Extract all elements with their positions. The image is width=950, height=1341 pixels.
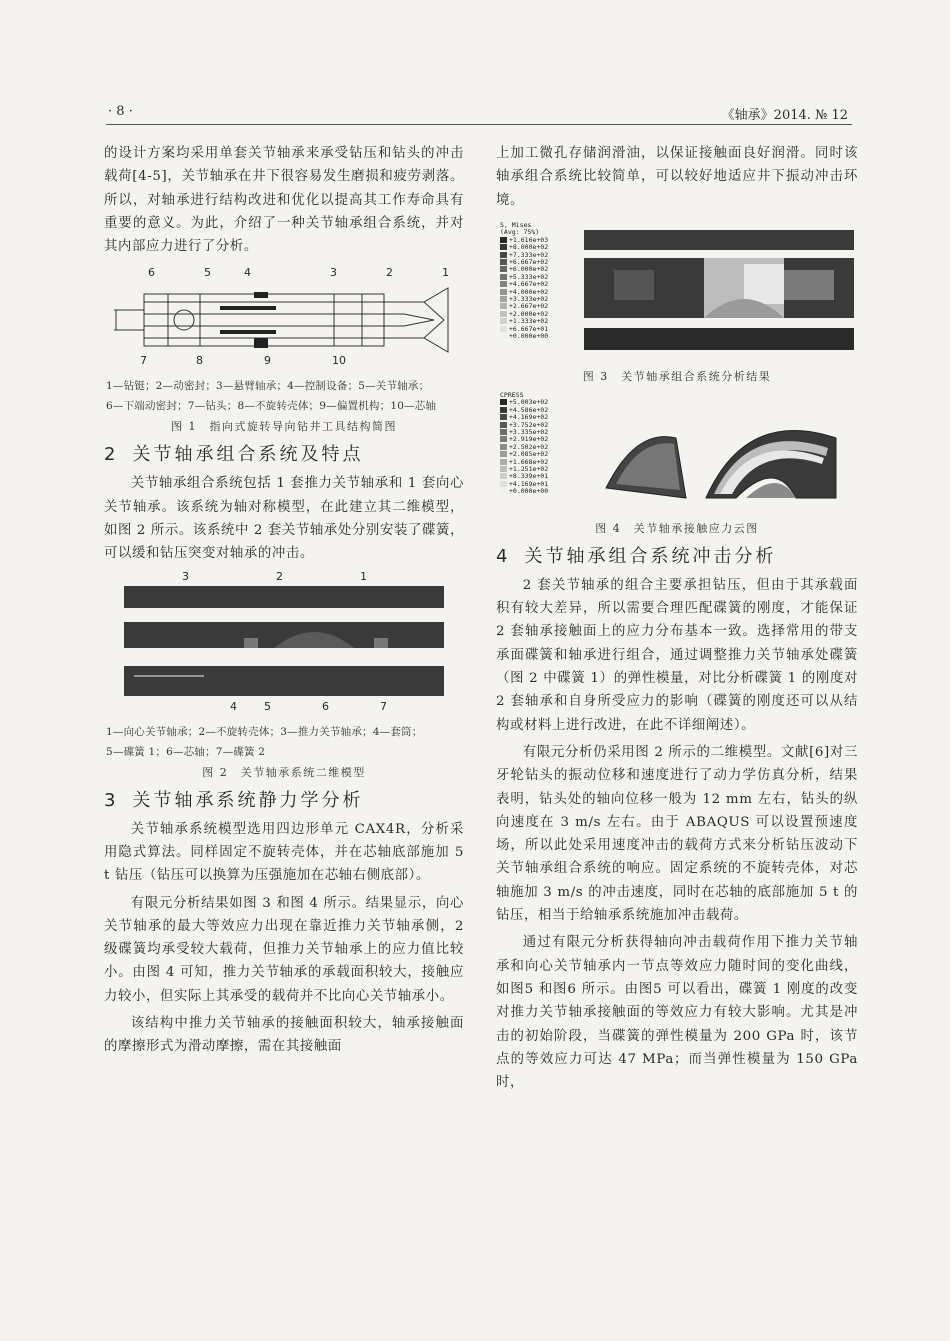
figure-4 (496, 390, 858, 516)
left-paragraph-4: 有限元分析结果如图 3 和图 4 所示。结果显示，向心关节轴承的最大等效应力出现在靠近推力关节轴承侧，2 级碟簧均承受较大载荷，但推力关节轴承上的应力值比较小。由图 4 可知，推力关节轴承的承载面积较大，接触应力较小，但实际上其承受的载荷并不比向心关节轴承小。 (104, 895, 464, 1004)
fig1-label-9: 9 (264, 354, 271, 368)
fig3-legend-swatch (500, 296, 507, 302)
fig3-legend-swatch (500, 266, 507, 272)
fig1-label-2: 2 (386, 266, 393, 280)
fig3-legend-value: +4.667e+02 (509, 280, 549, 289)
fig2-label-1: 1 (360, 569, 367, 583)
right-column (496, 142, 858, 1098)
fig3-legend-value: +7.333e+02 (509, 250, 549, 259)
fig3-caption: 图 3 关节轴承组合系统分析结果 (582, 369, 772, 383)
fig1-label-8: 8 (196, 354, 203, 368)
fig3-legend-value: +6.667e+02 (509, 257, 549, 266)
fig3-legend (500, 222, 548, 341)
fig4-legend-swatch (500, 436, 507, 442)
fig3-legend-value: +8.000e+02 (509, 243, 549, 252)
section-3-number: 3 (104, 789, 119, 811)
fig3-legend-value: +6.000e+02 (509, 265, 549, 274)
section-2-title: 关节轴承组合系统及特点 (132, 444, 364, 466)
fig3-legend-swatch (500, 303, 507, 309)
left-paragraph-3: 关节轴承系统模型选用四边形单元 CAX4R，分析采用隐式算法。同样固定不旋转壳体，并在芯轴底部施加 5 t 钻压（钻压可以换算为压强施加在芯轴右侧底部）。 (104, 821, 464, 884)
fig4-legend-value: +2.502e+02 (509, 442, 549, 451)
fig2-note-1: 1—向心关节轴承；2—不旋转壳体；3—推力关节轴承；4—套筒； (106, 725, 423, 738)
fig4-legend-value: +4.586e+02 (509, 405, 549, 414)
fig3-contour-plot (584, 230, 854, 350)
right-paragraph-3: 有限元分析仍采用图 2 所示的二维模型。文献[6]对三牙轮钻头的振动位移和速度进行了动力学仿真分析，结果表明，钻头处的轴向位移一般为 12 mm 左右，钻头的纵向速度在 3 m/s 左右。由于 ABAQUS 可以设置预速度场，所以此处采用速度冲击的载荷方式来分析钻压波动下关节轴承组合系统的响应。固定系统的不旋转壳体，对芯轴施加 3 m/s 的冲击速度，同时在芯轴的底部施加 5 t 的钻压，相当于给轴承系统施加冲击载荷。 (496, 744, 858, 924)
fig3-legend-value: +2.000e+02 (509, 309, 549, 318)
figure-2 (104, 570, 464, 718)
fig4-legend-value: +8.339e+01 (509, 472, 549, 481)
fig4-legend-swatch (500, 459, 507, 465)
fig1-label-6: 6 (148, 266, 155, 280)
fig4-legend-swatch (500, 444, 507, 450)
fig3-legend-title: S, Mises (500, 220, 532, 229)
fig4-legend-title: CPRESS (500, 390, 524, 399)
header-rule (106, 124, 852, 125)
section-3-title: 关节轴承系统静力学分析 (132, 789, 364, 811)
fig4-legend-swatch (500, 399, 507, 405)
fig3-legend-value: +3.333e+02 (509, 294, 549, 303)
fig4-legend-swatch (500, 451, 507, 457)
section-2-heading (104, 440, 464, 466)
page-number: · 8 · (108, 104, 133, 119)
fig2-caption: 图 2 关节轴承系统二维模型 (202, 765, 366, 779)
fig3-legend-swatch (500, 252, 507, 258)
fig2-drawing (124, 586, 444, 696)
fig1-caption: 图 1 指向式旋转导向钻井工具结构简图 (171, 420, 397, 434)
fig1-label-4: 4 (244, 266, 251, 280)
fig3-legend-value: +4.000e+02 (509, 287, 549, 296)
section-4-number: 4 (496, 545, 511, 567)
journal-header: 《轴承》2014. № 12 (721, 108, 848, 123)
fig3-legend-swatch (500, 318, 507, 324)
fig4-caption: 图 4 关节轴承接触应力云图 (595, 521, 759, 535)
fig3-legend-swatch (500, 289, 507, 295)
fig3-legend-value: +5.333e+02 (509, 272, 549, 281)
fig2-label-6: 6 (322, 699, 329, 713)
left-paragraph-2: 关节轴承组合系统包括 1 套推力关节轴承和 1 套向心关节轴承。该系统为轴对称模型，在此建立其二维模型，如图 2 所示。该系统中 2 套关节轴承处分别安装了碟簧，可以缓和钻压突变对轴承的冲击。 (104, 476, 464, 562)
section-4-title: 关节轴承组合系统冲击分析 (524, 545, 777, 567)
fig2-note-2: 5—碟簧 1；6—芯轴；7—碟簧 2 (106, 745, 266, 758)
fig1-note-1: 1—钻铤；2—动密封；3—悬臂轴承；4—控制设备；5—关节轴承； (106, 380, 430, 393)
fig4-legend-swatch (500, 429, 507, 435)
fig2-label-4: 4 (230, 699, 237, 713)
fig4-contact-stress-plot (596, 398, 846, 508)
fig4-legend-value: +2.919e+02 (509, 435, 549, 444)
fig3-legend-swatch (500, 259, 507, 265)
fig4-legend-value: +3.752e+02 (509, 420, 549, 429)
fig3-legend-value: +1.616e+03 (509, 235, 549, 244)
fig4-legend-value: +1.668e+02 (509, 457, 549, 466)
section-3-heading (104, 786, 464, 812)
fig3-legend-value: +6.667e+01 (509, 324, 549, 333)
fig3-legend-value: +1.333e+02 (509, 317, 549, 326)
fig4-legend-value: +4.169e+01 (509, 479, 549, 488)
fig1-label-10: 10 (332, 354, 346, 368)
right-paragraph-4: 通过有限元分析获得轴向冲击载荷作用下推力关节轴承和向心关节轴承内一节点等效应力随时间的变化曲线，如图5 和图6 所示。由图5 可以看出，碟簧 1 刚度的改变对推力关节轴承接触面的等效应力有较大影响。尤其是冲击的初始阶段，当碟簧的弹性模量为 200 GPa 时，该节点的等效应力可达 47 MPa；而当弹性模量为 150 GPa 时， (496, 935, 858, 1091)
fig4-legend-row (500, 488, 548, 495)
fig3-legend-swatch (500, 281, 507, 287)
fig3-legend-value: +0.000e+00 (509, 331, 549, 340)
section-4-heading (496, 542, 858, 568)
fig1-label-1: 1 (442, 266, 449, 280)
fig4-legend-swatch (500, 407, 507, 413)
fig4-legend-swatch (500, 414, 507, 420)
left-column (104, 142, 464, 1063)
fig3-legend-sub: (Avg: 75%) (500, 228, 540, 237)
fig4-legend-value: +3.335e+02 (509, 427, 549, 436)
fig3-legend-swatch (500, 244, 507, 250)
fig3-legend-swatch (500, 333, 507, 339)
left-paragraph-1: 的设计方案均采用单套关节轴承来承受钻压和钻头的冲击载荷[4-5]，关节轴承在井下很容易发生磨损和疲劳剥落。所以，对轴承进行结构改进和优化以提高其工作寿命具有重要的意义。为此，介绍了一种关节轴承组合系统，并对其内部应力进行了分析。 (104, 146, 464, 255)
figure-1 (104, 262, 464, 372)
fig2-label-2: 2 (276, 569, 283, 583)
fig1-label-5: 5 (204, 266, 211, 280)
fig4-legend-value: +4.169e+02 (509, 413, 549, 422)
right-paragraph-2: 2 套关节轴承的组合主要承担钻压，但由于其承载面积有较大差异，所以需要合理匹配碟簧的刚度，才能保证 2 套轴承接触面上的应力分布基本一致。选择常用的带支承面碟簧和轴承进行组合，通过调整推力关节轴承处碟簧（图 2 中碟簧 1）的弹性模量，对比分析碟簧 1 的刚度对 2 套轴承和自身所受应力的影响（碟簧的刚度还可以从结构或材料上进行改进，在此不详细阐述）。 (496, 577, 858, 733)
fig1-label-3: 3 (330, 266, 337, 280)
fig3-legend-row (500, 333, 548, 340)
fig4-legend-value: +0.000e+00 (509, 487, 549, 496)
fig4-legend-value: +1.251e+02 (509, 464, 549, 473)
fig2-label-5: 5 (264, 699, 271, 713)
fig3-legend-swatch (500, 237, 507, 243)
left-paragraph-5: 该结构中推力关节轴承的接触面积较大，轴承接触面的摩擦形式为滑动摩擦，需在其接触面 (104, 1016, 464, 1055)
fig4-legend-swatch (500, 466, 507, 472)
fig2-label-3: 3 (182, 569, 189, 583)
fig3-legend-swatch (500, 326, 507, 332)
section-2-number: 2 (104, 444, 119, 466)
fig1-note-2: 6—下端动密封；7—钻头；8—不旋转壳体；9—偏置机构；10—芯轴 (106, 400, 437, 413)
fig3-legend-swatch (500, 274, 507, 280)
fig2-label-7: 7 (380, 699, 387, 713)
fig1-label-7: 7 (140, 354, 147, 368)
fig1-drawing (104, 280, 464, 360)
right-paragraph-1: 上加工微孔存储润滑油，以保证接触面良好润滑。同时该轴承组合系统比较简单，可以较好地适应井下振动冲击环境。 (496, 146, 858, 208)
fig3-legend-value: +2.667e+02 (509, 302, 549, 311)
fig4-legend-value: +5.003e+02 (509, 398, 549, 407)
fig4-legend-swatch (500, 481, 507, 487)
fig4-legend-swatch (500, 473, 507, 479)
fig4-legend-swatch (500, 488, 507, 494)
fig3-legend-swatch (500, 311, 507, 317)
fig4-legend-swatch (500, 422, 507, 428)
fig4-legend-value: +2.085e+02 (509, 450, 549, 459)
figure-3 (496, 216, 858, 364)
fig4-legend (500, 392, 548, 496)
